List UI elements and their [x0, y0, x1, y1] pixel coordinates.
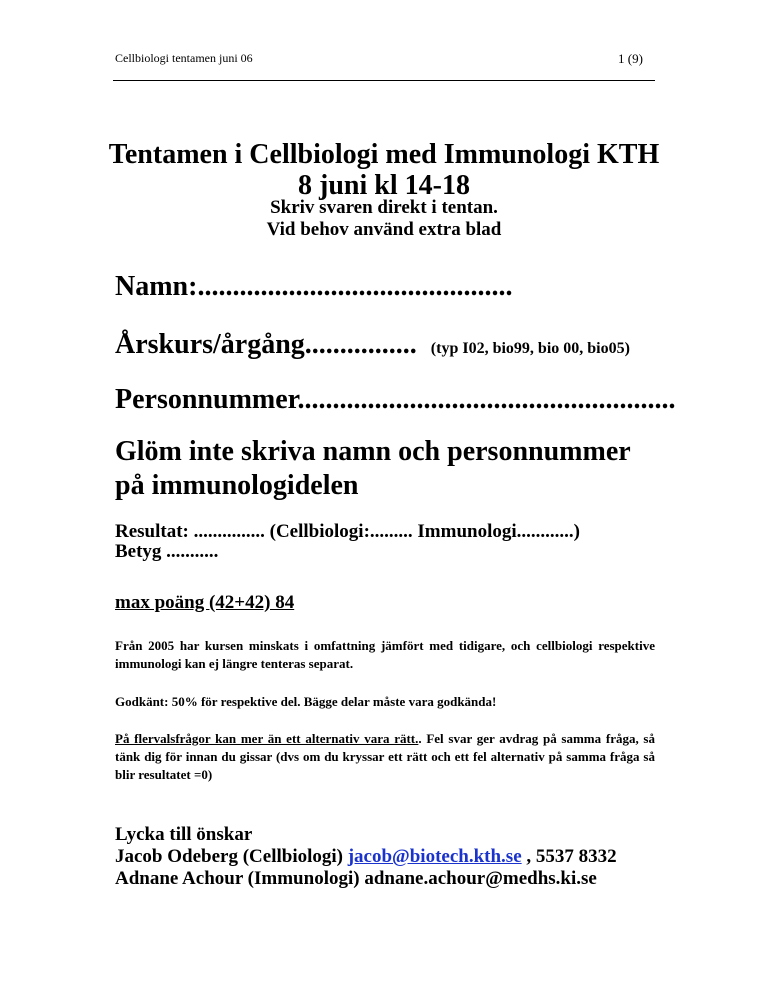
reminder-text: Glöm inte skriva namn och personnummer på immunologidelen	[115, 436, 631, 501]
grade-line: Betyg ...........	[115, 541, 219, 562]
pass-criteria-paragraph: Godkänt: 50% för respektive del. Bägge delar måste vara godkända!	[115, 694, 497, 709]
contact-jacob-name: Jacob Odeberg (Cellbiologi)	[115, 846, 343, 867]
exam-title: Tentamen i Cellbiologi med Immunologi KTH	[108, 139, 660, 170]
good-luck-text: Lycka till önskar	[115, 824, 253, 845]
contact-adnane: Adnane Achour (Immunologi) adnane.achour@medhs.ki.se	[115, 868, 597, 889]
contact-jacob	[115, 846, 617, 868]
year-field-label: Årskurs/årgång................	[115, 329, 417, 360]
email-link-jacob[interactable]: jacob@biotech.kth.se	[347, 846, 522, 867]
max-points: max poäng (42+42) 84	[115, 592, 295, 613]
year-field-hint: (typ I02, bio99, bio 00, bio05)	[430, 340, 630, 357]
year-field	[115, 329, 630, 361]
instruction-line-1: Skriv svaren direkt i tentan.	[270, 197, 498, 218]
course-info-paragraph: Från 2005 har kursen minskats i omfattning jämfört med tidigare, och cellbiologi respektive immunologi kan ej längre tenteras separat.	[115, 638, 655, 671]
personal-number-field: Personnummer......................................................	[115, 384, 676, 415]
multiple-choice-rest: . Fel svar ger avdrag på samma fråga, så tänk dig för innan du gissar (dvs om du kryssar ett rätt och ett fel alternativ på samma fråga så blir resultatet =0)	[115, 731, 655, 782]
name-field: Namn:.............................................	[115, 271, 513, 302]
header-left-text: Cellbiologi tentamen juni 06	[115, 51, 253, 65]
contact-jacob-phone: , 5537 8332	[526, 846, 617, 867]
result-line: Resultat: ............... (Cellbiologi:......... Immunologi............)	[115, 521, 580, 542]
page-number: 1 (9)	[618, 51, 643, 66]
instruction-line-2: Vid behov använd extra blad	[266, 219, 502, 240]
header-divider	[113, 80, 655, 81]
multiple-choice-emphasis: På flervalsfrågor kan mer än ett alternativ vara rätt.	[115, 731, 419, 746]
multiple-choice-paragraph	[115, 730, 655, 784]
exam-date: 8 juni kl 14-18	[298, 170, 470, 201]
